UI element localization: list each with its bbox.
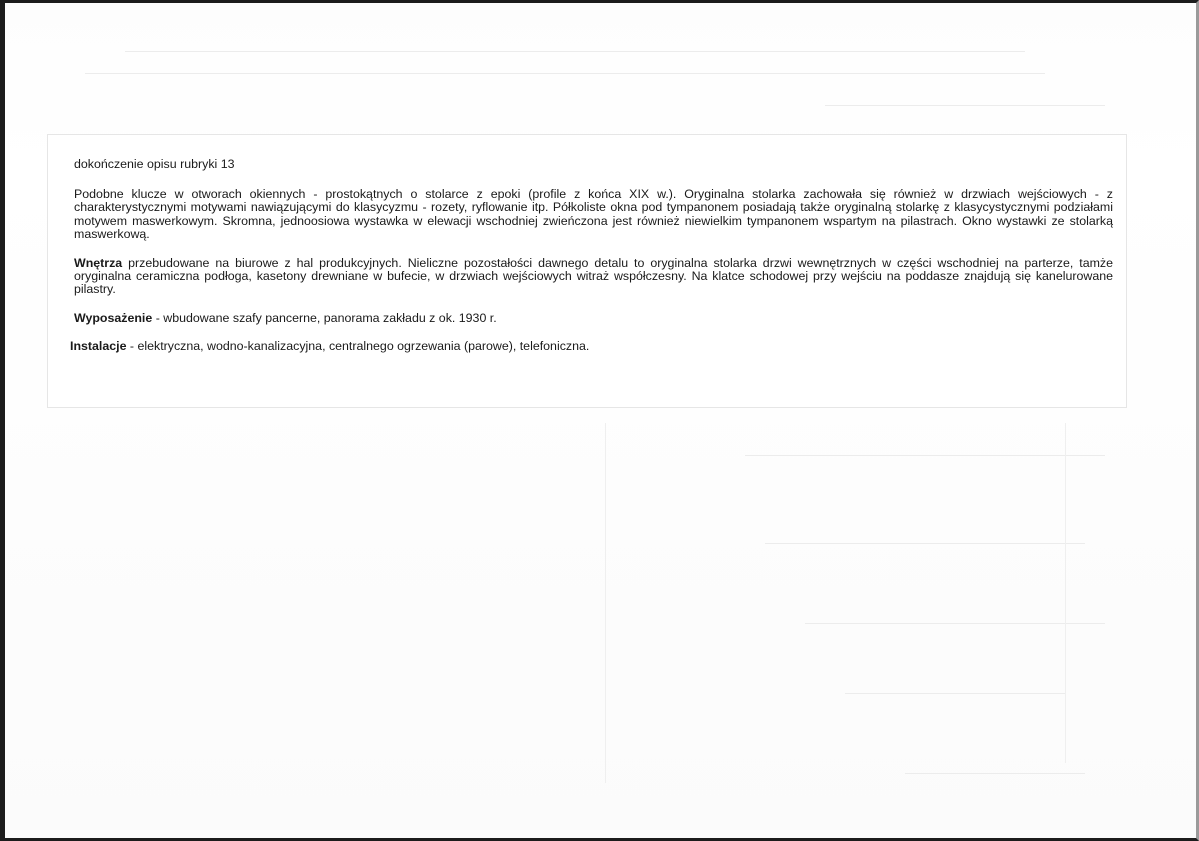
description-box [47, 134, 1127, 408]
paragraph-text: - elektryczna, wodno-kanalizacyjna, centralnego ogrzewania (parowe), telefoniczna. [126, 339, 590, 354]
show-through-line [765, 543, 1085, 544]
paragraph-lead: Wnętrza [74, 255, 123, 270]
show-through-line [85, 73, 1045, 74]
show-through-line [605, 423, 606, 783]
paragraph-lead: Wyposażenie [74, 310, 153, 325]
show-through-line [825, 105, 1105, 106]
paragraph-installations [70, 340, 1113, 353]
show-through-line [125, 51, 1025, 52]
show-through-line [845, 693, 1065, 694]
paragraph-interiors [74, 257, 1113, 297]
paragraph-windows [74, 188, 1113, 242]
show-through-line [805, 623, 1105, 624]
show-through-line [745, 455, 1105, 456]
paragraph-text: - wbudowane szafy pancerne, panorama zakładu z ok. 1930 r. [152, 310, 497, 325]
show-through-line [1065, 423, 1066, 763]
paragraph-equipment [74, 312, 1113, 325]
section-heading: dokończenie opisu rubryki 13 [74, 157, 235, 171]
show-through-line [905, 773, 1085, 774]
paragraph-text: przebudowane na biurowe z hal produkcyjnych. Nieliczne pozostałości dawnego detalu to oryginalna stolarka drzwi wewnętrznych w części wschodniej na parterze, tamże oryginalna ceramiczna podłoga, kasetony drewniane w bufecie, w drzwiach wejściowych witraż współczesny. Na klatce schodowej przy wejściu na poddasze znajdują się kanelurowane pilastry. [74, 255, 1113, 297]
paragraph-lead: Instalacje [70, 339, 127, 354]
paragraph-text: Podobne klucze w otworach okiennych - prostokątnych o stolarce z epoki (profile z końca XIX w.). Oryginalna stolarka zachowała się również w drzwiach wejściowych - z charakterystycznymi motywami nawiązującymi do klasycyzmu - rozety, ryflowanie itp. Półkoliste okna pod tympanonem posiadają także oryginalną stolarkę z klasycystycznymi podziałami motywem maswerkowym. Skromna, jednoosiowa wystawka w elewacji wschodniej zwieńczona jest również niewielkim tympanonem wspartym na pilastrach. Okno wystawki ze stolarką maswerkową. [74, 187, 1113, 242]
